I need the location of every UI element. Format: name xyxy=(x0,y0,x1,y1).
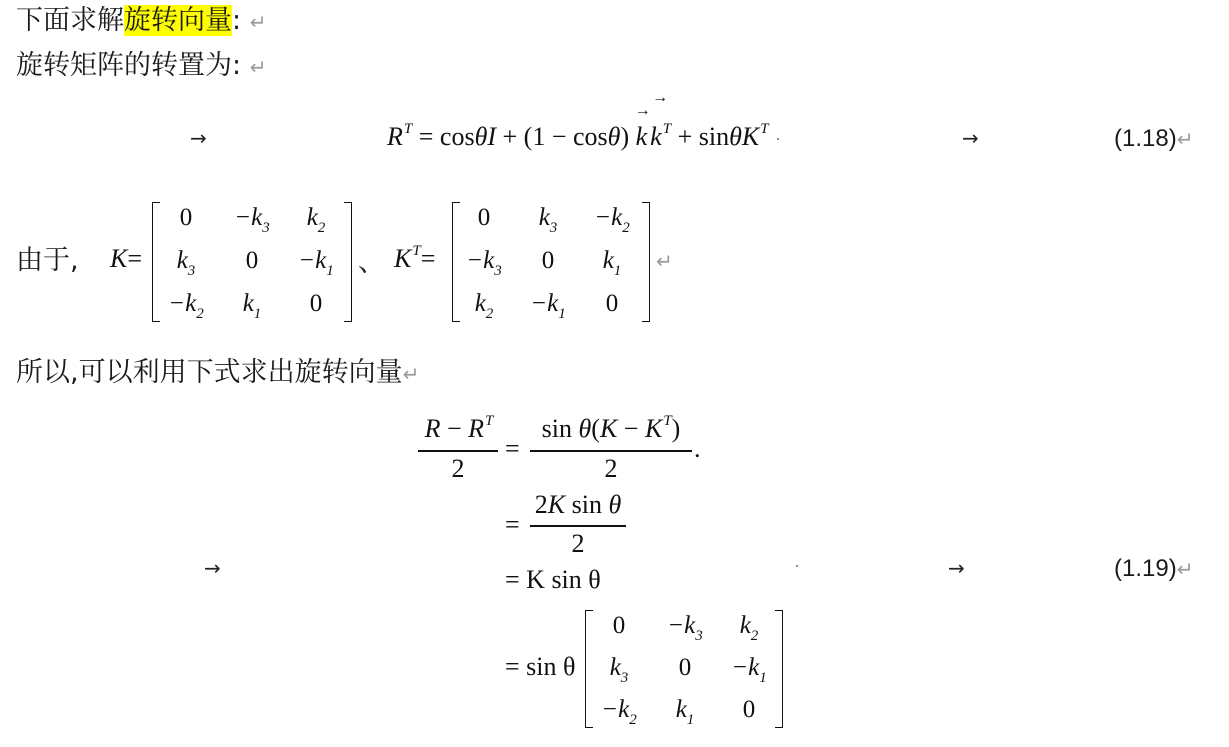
matrix-cell: $-k_3$ xyxy=(466,247,502,279)
equals-sign: = xyxy=(505,510,520,539)
matrix-cell: 0 xyxy=(245,247,259,274)
paragraph-mark-icon: ↵ xyxy=(402,362,420,386)
matrix-KT xyxy=(452,202,650,322)
matrix-cell: 0 xyxy=(678,654,692,681)
fraction-2-numerator: $\sin \theta(K - K^T)$ xyxy=(541,413,681,443)
eq-text: ) xyxy=(620,122,630,151)
eq-symbol: I xyxy=(487,122,497,151)
fraction-1-numerator: $R - R^T$ xyxy=(424,413,494,443)
equation-line-3: = K sin θ xyxy=(505,565,601,594)
matrix-K xyxy=(152,202,352,322)
dot-marker: · xyxy=(794,556,800,576)
paragraph-mark-icon: ↵ xyxy=(249,55,267,79)
heading-line-2 xyxy=(16,49,266,84)
eq-text: = cos xyxy=(418,122,475,151)
matrix-cell: $k_3$ xyxy=(538,204,558,236)
tab-arrow-icon: → xyxy=(190,126,207,150)
matrix-cell: $-k_3$ xyxy=(234,204,270,236)
matrix-cell: $-k_1$ xyxy=(298,247,334,279)
fraction-2-denominator: 2 xyxy=(604,454,618,483)
eq-vector-k: k → xyxy=(650,89,669,151)
fraction-bar xyxy=(530,525,626,527)
paragraph-mark-icon: ↵ xyxy=(656,249,673,273)
fraction-bar xyxy=(530,450,692,452)
eq-vector-k: k → xyxy=(634,102,651,151)
paragraph-mark-icon: ↵ xyxy=(1176,129,1194,151)
separator-mark: 、 xyxy=(358,247,385,278)
tab-arrow-icon: → xyxy=(948,556,965,580)
equation-1-18 xyxy=(387,89,782,152)
tab-arrow-icon: → xyxy=(204,556,221,580)
matrix-cell: $k_3$ xyxy=(609,654,629,686)
vector-arrow-icon: → xyxy=(634,102,651,119)
matrix-cell: 0 xyxy=(541,247,555,274)
line1-prefix: 下面求解 xyxy=(16,5,124,36)
heading-line-1 xyxy=(16,4,266,39)
matrix-cell: $-k_1$ xyxy=(530,290,566,322)
matrix-cell: $k_3$ xyxy=(176,247,196,279)
matrix-cell: 0 xyxy=(179,204,193,231)
paragraph-mark-icon: ↵ xyxy=(249,10,267,34)
matrix-K-repeat xyxy=(585,610,783,728)
eq-sup: T xyxy=(403,121,413,137)
matrix-cell: 0 xyxy=(605,290,619,317)
eq-sup: T xyxy=(662,121,672,137)
matrix-cell: $-k_2$ xyxy=(601,696,637,728)
eq-sup: T xyxy=(760,121,769,137)
matrix-cell: $-k_2$ xyxy=(168,290,204,322)
matrix-cell: 0 xyxy=(612,612,626,639)
matrix-cell: $k_1$ xyxy=(602,247,622,279)
so-line: 所以,可以利用下式求出旋转向量↵ xyxy=(16,357,420,388)
equals-sign: = xyxy=(505,434,520,463)
matrix-cell: $k_1$ xyxy=(242,290,262,322)
matrix-cell: 0 xyxy=(742,696,756,723)
matrix-cell: $k_2$ xyxy=(474,290,494,322)
period-mark: . xyxy=(694,434,701,463)
matrix-cell: $-k_2$ xyxy=(594,204,630,236)
matrix-K-name: K= xyxy=(110,244,143,273)
vector-arrow-icon: → xyxy=(652,89,669,106)
because-label: 由于, xyxy=(16,245,79,276)
line2-text: 旋转矩阵的转置为: xyxy=(16,50,242,81)
right-bracket xyxy=(642,202,650,322)
matrix-cell: $-k_3$ xyxy=(667,612,703,644)
equation-number: (1.18)↵ xyxy=(1114,125,1194,152)
equation-number: (1.19)↵ xyxy=(1114,555,1194,582)
highlighted-text: 旋转向量 xyxy=(124,5,232,36)
matrix-cell: 0 xyxy=(477,204,491,231)
equation-line-4: = sin θ xyxy=(505,652,576,681)
eq-symbol: R xyxy=(387,122,403,151)
matrix-cell: 0 xyxy=(309,290,323,317)
paragraph-mark-icon: ↵ xyxy=(1176,559,1194,581)
eq-symbol: θ xyxy=(474,122,488,151)
dot-marker: · xyxy=(775,129,782,149)
fraction-bar xyxy=(418,450,498,452)
matrix-KT-name: $K^T=$ xyxy=(394,243,436,273)
eq-text: + sin xyxy=(671,122,730,151)
eq-symbol: K xyxy=(741,122,760,151)
line1-suffix: : xyxy=(232,5,242,36)
eq-symbol: θ xyxy=(607,122,621,151)
matrix-cell: $-k_1$ xyxy=(731,654,767,686)
matrix-cell: $k_1$ xyxy=(675,696,695,728)
matrix-cell: $k_2$ xyxy=(739,612,759,644)
fraction-1-denominator: 2 xyxy=(451,454,465,483)
fraction-3-denominator: 2 xyxy=(571,529,585,558)
tab-arrow-icon: → xyxy=(962,126,979,150)
eq-text: + (1 − cos xyxy=(496,122,608,151)
matrix-cell: $k_2$ xyxy=(306,204,326,236)
eq-symbol: θ xyxy=(729,122,742,151)
fraction-3-numerator: 2K sin θ xyxy=(534,490,622,519)
